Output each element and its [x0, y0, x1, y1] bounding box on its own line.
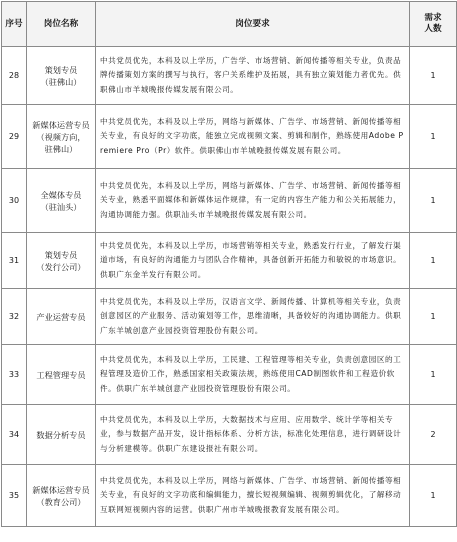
job-requirements-table	[1, 1, 457, 527]
position-name-line: （教育公司）	[36, 496, 86, 507]
position-name-line: 策划专员	[44, 64, 78, 75]
position-name	[27, 345, 96, 405]
position-name	[27, 47, 96, 105]
position-requirements: 中共党员优先，本科及以上学历，网络与新媒体、广告学、市场营销、新闻传播等相关专业，有良好的文字功底和编辑能力，擅长短视频编辑、视频剪辑优化，了解移动互联网短视频内容的运营。供职广州市羊城晚报教育发展有限公司。	[96, 465, 410, 527]
table-row	[2, 465, 457, 527]
position-name-line: （驻佛山）	[40, 76, 82, 87]
position-requirements: 中共党员优先，本科及以上学历，大数据技术与应用、应用数学、统计学等相关专业，参与数据产品开发，设计指标体系、分析方法，标准化处理信息，进行调研设计与分析建模等。供职广东建设报社有限公司。	[96, 405, 410, 465]
headcount: 1	[410, 233, 457, 289]
headcount: 1	[410, 289, 457, 345]
headcount: 1	[410, 105, 457, 169]
row-number: 35	[2, 465, 27, 527]
header-count	[410, 2, 457, 47]
position-name-line: 产业运营专员	[36, 311, 86, 322]
position-name	[27, 233, 96, 289]
row-number: 28	[2, 47, 27, 105]
position-name	[27, 105, 96, 169]
position-name-line: 全媒体专员	[40, 189, 82, 200]
headcount: 1	[410, 169, 457, 233]
row-number: 29	[2, 105, 27, 169]
position-name	[27, 169, 96, 233]
row-number: 31	[2, 233, 27, 289]
header-requirements: 岗位要求	[96, 2, 410, 47]
position-requirements: 中共党员优先，本科及以上学历，汉语言文学、新闻传播、计算机等相关专业，负责创意园区的产业服务、活动策划等工作，思维清晰，具备较好的沟通协调能力。供职广东羊城创意产业园投资管理股份有限公司。	[96, 289, 410, 345]
position-name-line: 新媒体运营专员	[32, 484, 90, 495]
position-requirements: 中共党员优先，本科及以上学历，工民建、工程管理等相关专业，负责创意园区的工程管理及造价工作，熟悉国家相关政策法规，熟练使用CAD制图软件和工程造价软件。供职广东羊城创意产业园投资管理股份有限公司。	[96, 345, 410, 405]
row-number: 33	[2, 345, 27, 405]
position-name	[27, 289, 96, 345]
row-number: 34	[2, 405, 27, 465]
position-requirements: 中共党员优先，本科及以上学历，广告学、市场营销、新闻传播等相关专业，负责品牌传播策划方案的撰写与执行，客户关系维护及拓展，具有独立策划能力者优先。供职佛山市羊城晚报传媒发展有限公司。	[96, 47, 410, 105]
row-number: 32	[2, 289, 27, 345]
position-name-line: （驻汕头）	[40, 201, 82, 212]
headcount: 1	[410, 47, 457, 105]
table-row	[2, 105, 457, 169]
position-name-line: （视频方向，	[36, 131, 86, 142]
position-requirements: 中共党员优先，本科及以上学历，网络与新媒体、广告学、市场营销、新闻传播等相关专业，熟悉平面媒体和新媒体运作规律，有一定的内容生产能力和公关拓展能力，沟通协调能力强。供职汕头市羊城晚报传媒发展有限公司。	[96, 169, 410, 233]
position-name-line: 驻佛山）	[44, 143, 78, 154]
position-requirements: 中共党员优先，本科及以上学历，市场营销等相关专业，熟悉发行行业，了解发行渠道市场，有良好的沟通能力与团队合作精神，具备创新开拓能力和敏锐的市场意识。供职广东金羊发行有限公司。	[96, 233, 410, 289]
header-no: 序号	[2, 2, 27, 47]
position-name-line: 工程管理专员	[36, 369, 86, 380]
row-number: 30	[2, 169, 27, 233]
table-row	[2, 47, 457, 105]
headcount: 1	[410, 465, 457, 527]
headcount: 1	[410, 345, 457, 405]
position-name	[27, 405, 96, 465]
position-name-line: 策划专员	[44, 249, 78, 260]
job-table-container	[1, 1, 456, 527]
table-row	[2, 169, 457, 233]
position-name-line: （发行公司）	[36, 261, 86, 272]
position-name	[27, 465, 96, 527]
header-count-label: 需求人数	[424, 13, 442, 34]
table-row	[2, 345, 457, 405]
table-header-row	[2, 2, 457, 47]
table-row	[2, 405, 457, 465]
headcount: 2	[410, 405, 457, 465]
position-name-line: 新媒体运营专员	[32, 119, 90, 130]
position-name-line: 数据分析专员	[36, 429, 86, 440]
position-requirements: 中共党员优先，本科及以上学历，网络与新媒体、广告学、市场营销、新闻传播等相关专业，有良好的文字功底，能独立完成视频文案、剪辑和制作，熟练使用Adobe Premiere Pro（Pr）软件。供职佛山市羊城晚报传媒发展有限公司。	[96, 105, 410, 169]
table-row	[2, 233, 457, 289]
table-row	[2, 289, 457, 345]
header-position: 岗位名称	[27, 2, 96, 47]
